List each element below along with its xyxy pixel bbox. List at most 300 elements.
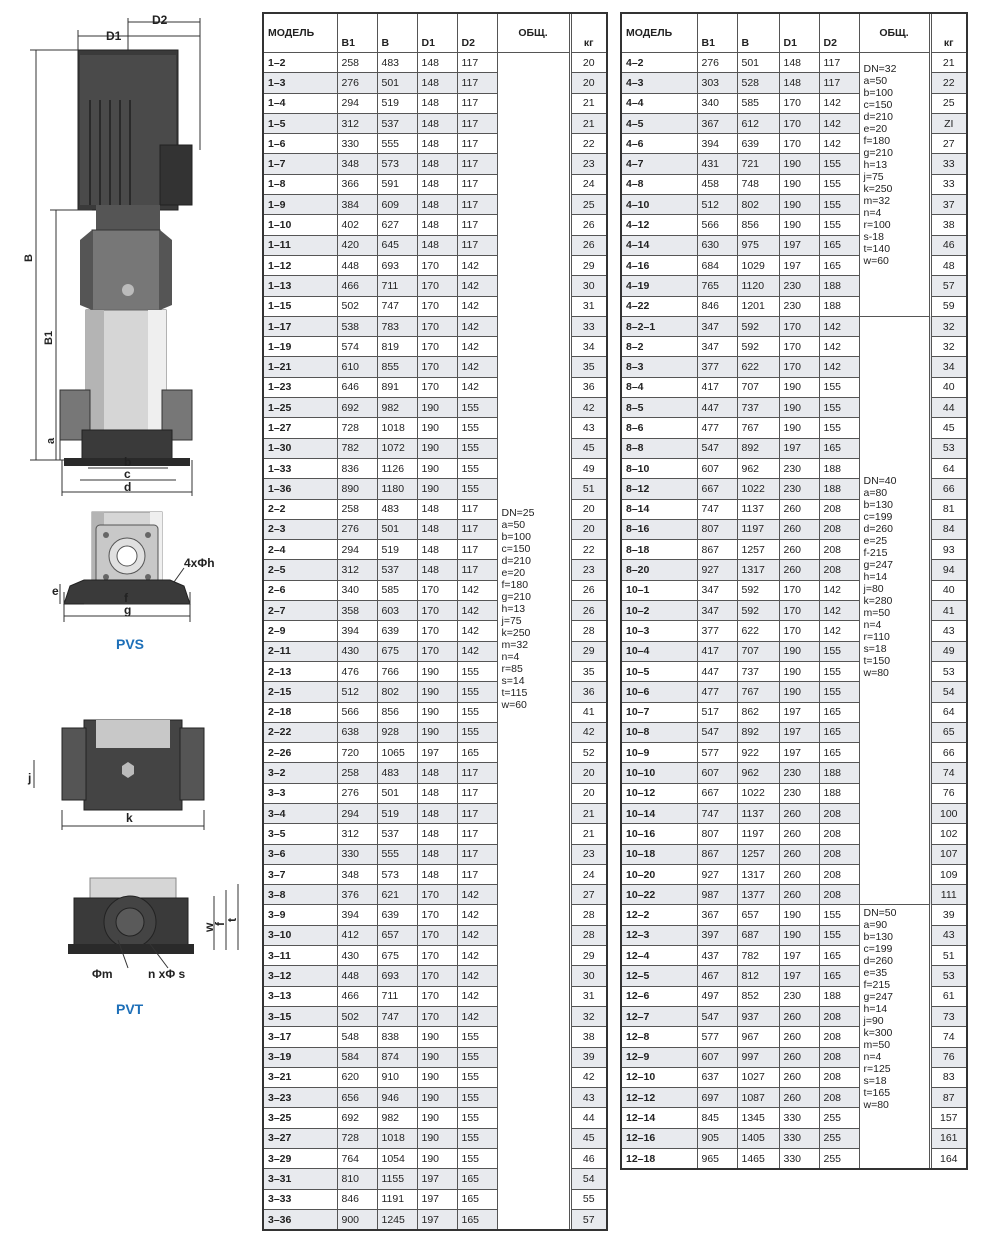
cell-b1: 807 bbox=[697, 824, 737, 844]
cell-d2: 155 bbox=[457, 661, 497, 681]
cell-kg: 107 bbox=[931, 844, 967, 864]
table-row bbox=[621, 316, 967, 336]
cell-b: 1155 bbox=[377, 1169, 417, 1189]
label-b-small: b bbox=[124, 455, 132, 469]
cell-b: 819 bbox=[377, 337, 417, 357]
cell-kg: 84 bbox=[931, 519, 967, 539]
cell-d1: 148 bbox=[779, 73, 819, 93]
cell-b1: 466 bbox=[337, 276, 377, 296]
cell-b1: 276 bbox=[697, 53, 737, 73]
note-line: n=4 bbox=[863, 618, 882, 631]
note-line: d=210 bbox=[501, 555, 531, 567]
cell-b: 747 bbox=[377, 296, 417, 316]
cell-b1: 276 bbox=[337, 783, 377, 803]
cell-model: 1–19 bbox=[263, 337, 337, 357]
cell-d2: 117 bbox=[457, 499, 497, 519]
header-d2: D2 bbox=[457, 33, 497, 53]
cell-d1: 190 bbox=[779, 641, 819, 661]
cell-kg: 20 bbox=[571, 519, 607, 539]
cell-b1: 417 bbox=[697, 377, 737, 397]
cell-b: 1197 bbox=[737, 824, 779, 844]
cell-d2: 142 bbox=[457, 276, 497, 296]
cell-b: 1018 bbox=[377, 1128, 417, 1148]
cell-d2: 142 bbox=[819, 337, 859, 357]
cell-b: 892 bbox=[737, 438, 779, 458]
cell-b: 937 bbox=[737, 1006, 779, 1026]
cell-model: 10–18 bbox=[621, 844, 697, 864]
cell-b: 707 bbox=[737, 641, 779, 661]
cell-d2: 155 bbox=[457, 1108, 497, 1128]
cell-b: 1029 bbox=[737, 255, 779, 275]
cell-b1: 584 bbox=[337, 1047, 377, 1067]
cell-model: 4–10 bbox=[621, 195, 697, 215]
cell-kg: 23 bbox=[571, 154, 607, 174]
cell-b: 707 bbox=[737, 377, 779, 397]
cell-b: 946 bbox=[377, 1088, 417, 1108]
cell-b1: 607 bbox=[697, 1047, 737, 1067]
cell-b1: 303 bbox=[697, 73, 737, 93]
label-f-pvt: f bbox=[213, 922, 227, 926]
cell-d1: 170 bbox=[417, 986, 457, 1006]
cell-d1: 170 bbox=[417, 296, 457, 316]
note-line: g=210 bbox=[501, 591, 531, 603]
cell-model: 8–20 bbox=[621, 560, 697, 580]
cell-d1: 170 bbox=[779, 134, 819, 154]
note-line: w=60 bbox=[501, 699, 527, 711]
label-j: j bbox=[28, 771, 32, 785]
cell-kg: 38 bbox=[571, 1027, 607, 1047]
label-phi-m: Φm bbox=[92, 967, 113, 981]
header-b1-right: B1 bbox=[697, 33, 737, 53]
cell-b1: 276 bbox=[337, 73, 377, 93]
cell-kg: 57 bbox=[571, 1209, 607, 1230]
cell-kg: 40 bbox=[931, 377, 967, 397]
cell-kg: 23 bbox=[571, 844, 607, 864]
label-f: f bbox=[124, 591, 128, 605]
cell-kg: 34 bbox=[571, 337, 607, 357]
cell-d2: 142 bbox=[457, 255, 497, 275]
cell-b: 767 bbox=[737, 418, 779, 438]
note-line: s=18 bbox=[863, 642, 887, 655]
cell-d2: 142 bbox=[457, 905, 497, 925]
cell-b1: 312 bbox=[337, 113, 377, 133]
cell-d1: 190 bbox=[417, 682, 457, 702]
cell-kg: 44 bbox=[931, 398, 967, 418]
cell-kg: 109 bbox=[931, 864, 967, 884]
cell-d1: 170 bbox=[417, 377, 457, 397]
cell-b: 975 bbox=[737, 235, 779, 255]
cell-model: 12–9 bbox=[621, 1047, 697, 1067]
cell-d2: 117 bbox=[457, 560, 497, 580]
header-model-right: МОДЕЛЬ bbox=[621, 13, 697, 53]
cell-d1: 197 bbox=[779, 966, 819, 986]
cell-b: 585 bbox=[737, 93, 779, 113]
cell-d2: 165 bbox=[819, 966, 859, 986]
cell-d1: 190 bbox=[779, 215, 819, 235]
cell-b: 782 bbox=[737, 946, 779, 966]
cell-d2: 165 bbox=[819, 946, 859, 966]
cell-model: 2–13 bbox=[263, 661, 337, 681]
cell-d2: 155 bbox=[457, 682, 497, 702]
cell-model: 10–6 bbox=[621, 682, 697, 702]
note-line: b=100 bbox=[501, 531, 531, 543]
pvs-label: PVS bbox=[116, 636, 145, 652]
cell-b1: 747 bbox=[697, 499, 737, 519]
cell-b1: 448 bbox=[337, 966, 377, 986]
cell-d1: 197 bbox=[417, 1169, 457, 1189]
cell-model: 4–4 bbox=[621, 93, 697, 113]
cell-b: 627 bbox=[377, 215, 417, 235]
cell-b1: 810 bbox=[337, 1169, 377, 1189]
cell-d2: 117 bbox=[457, 73, 497, 93]
cell-d1: 260 bbox=[779, 1067, 819, 1087]
cell-kg: 57 bbox=[931, 276, 967, 296]
cell-kg: 23 bbox=[571, 560, 607, 580]
cell-b1: 577 bbox=[697, 743, 737, 763]
note-line: m=50 bbox=[863, 606, 891, 619]
cell-b1: 347 bbox=[697, 316, 737, 336]
header-general: ОБЩ. bbox=[497, 13, 569, 53]
cell-d2: 188 bbox=[819, 986, 859, 1006]
cell-kg: 22 bbox=[931, 73, 967, 93]
cell-d1: 197 bbox=[779, 438, 819, 458]
cell-model: 12–16 bbox=[621, 1128, 697, 1148]
cell-b: 1191 bbox=[377, 1189, 417, 1209]
cell-kg: 52 bbox=[571, 743, 607, 763]
cell-b1: 692 bbox=[337, 1108, 377, 1128]
cell-b1: 497 bbox=[697, 986, 737, 1006]
general-notes bbox=[497, 53, 569, 1231]
cell-model: 1–6 bbox=[263, 134, 337, 154]
note-line: h=14 bbox=[863, 570, 888, 583]
cell-model: 10–3 bbox=[621, 621, 697, 641]
cell-b: 1018 bbox=[377, 418, 417, 438]
left-spec-table bbox=[262, 12, 608, 1231]
cell-model: 4–8 bbox=[621, 174, 697, 194]
cell-d2: 255 bbox=[819, 1149, 859, 1170]
cell-d1: 260 bbox=[779, 540, 819, 560]
cell-d1: 148 bbox=[417, 560, 457, 580]
cell-d2: 188 bbox=[819, 763, 859, 783]
cell-kg: 22 bbox=[571, 540, 607, 560]
cell-b1: 517 bbox=[697, 702, 737, 722]
header-d2-right: D2 bbox=[819, 33, 859, 53]
note-line: r=100 bbox=[863, 219, 891, 231]
cell-b: 1317 bbox=[737, 560, 779, 580]
cell-model: 8–16 bbox=[621, 519, 697, 539]
cell-d2: 155 bbox=[819, 215, 859, 235]
label-holes-h: 4xΦh bbox=[184, 556, 215, 570]
cell-d1: 190 bbox=[417, 398, 457, 418]
cell-b: 1405 bbox=[737, 1128, 779, 1148]
cell-b1: 477 bbox=[697, 418, 737, 438]
cell-kg: 21 bbox=[571, 824, 607, 844]
cell-d2: 155 bbox=[819, 174, 859, 194]
cell-model: 1–27 bbox=[263, 418, 337, 438]
cell-d1: 190 bbox=[417, 1149, 457, 1169]
cell-b1: 607 bbox=[697, 458, 737, 478]
cell-b1: 638 bbox=[337, 722, 377, 742]
label-a: a bbox=[45, 437, 57, 444]
cell-model: 12–18 bbox=[621, 1149, 697, 1170]
cell-d2: 188 bbox=[819, 458, 859, 478]
cell-d2: 255 bbox=[819, 1108, 859, 1128]
cell-d2: 155 bbox=[457, 1149, 497, 1169]
cell-kg: 31 bbox=[571, 986, 607, 1006]
cell-model: 2–9 bbox=[263, 621, 337, 641]
cell-b: 573 bbox=[377, 154, 417, 174]
cell-d2: 155 bbox=[819, 195, 859, 215]
cell-d1: 197 bbox=[779, 743, 819, 763]
cell-model: 1–4 bbox=[263, 93, 337, 113]
cell-kg: 24 bbox=[571, 864, 607, 884]
cell-d2: 117 bbox=[457, 783, 497, 803]
cell-model: 1–8 bbox=[263, 174, 337, 194]
cell-d1: 230 bbox=[779, 276, 819, 296]
cell-b: 483 bbox=[377, 763, 417, 783]
note-line: a=50 bbox=[863, 75, 888, 87]
cell-d2: 117 bbox=[457, 215, 497, 235]
cell-b1: 348 bbox=[337, 864, 377, 884]
cell-d2: 155 bbox=[457, 1047, 497, 1067]
cell-b: 767 bbox=[737, 682, 779, 702]
cell-d2: 165 bbox=[819, 235, 859, 255]
note-line: c=199 bbox=[863, 510, 893, 523]
cell-d1: 230 bbox=[779, 986, 819, 1006]
cell-kg: 42 bbox=[571, 398, 607, 418]
cell-d1: 148 bbox=[417, 235, 457, 255]
cell-d2: 155 bbox=[457, 1128, 497, 1148]
cell-d2: 155 bbox=[819, 661, 859, 681]
cell-b1: 358 bbox=[337, 601, 377, 621]
cell-model: 3–13 bbox=[263, 986, 337, 1006]
general-notes bbox=[859, 53, 929, 317]
cell-kg: 55 bbox=[571, 1189, 607, 1209]
cell-kg: 29 bbox=[571, 255, 607, 275]
cell-b1: 728 bbox=[337, 1128, 377, 1148]
cell-d2: 117 bbox=[457, 235, 497, 255]
cell-kg: 65 bbox=[931, 722, 967, 742]
cell-model: 1–9 bbox=[263, 195, 337, 215]
cell-b: 737 bbox=[737, 661, 779, 681]
cell-b1: 807 bbox=[697, 519, 737, 539]
cell-d2: 155 bbox=[819, 154, 859, 174]
table-row bbox=[263, 53, 607, 73]
cell-b1: 684 bbox=[697, 255, 737, 275]
cell-kg: 73 bbox=[931, 1006, 967, 1026]
cell-b: 737 bbox=[737, 398, 779, 418]
cell-model: 12–7 bbox=[621, 1006, 697, 1026]
cell-model: 8–12 bbox=[621, 479, 697, 499]
cell-b1: 430 bbox=[337, 641, 377, 661]
cell-model: 4–19 bbox=[621, 276, 697, 296]
cell-b: 910 bbox=[377, 1067, 417, 1087]
cell-b: 1120 bbox=[737, 276, 779, 296]
cell-d2: 117 bbox=[457, 93, 497, 113]
cell-d1: 190 bbox=[417, 1108, 457, 1128]
cell-d1: 260 bbox=[779, 864, 819, 884]
cell-b: 501 bbox=[377, 73, 417, 93]
note-line: e=20 bbox=[863, 123, 888, 135]
cell-b: 675 bbox=[377, 641, 417, 661]
cell-kg: 43 bbox=[931, 925, 967, 945]
cell-b: 519 bbox=[377, 803, 417, 823]
cell-b: 1027 bbox=[737, 1067, 779, 1087]
cell-d2: 155 bbox=[457, 1067, 497, 1087]
cell-model: 2–5 bbox=[263, 560, 337, 580]
cell-d2: 208 bbox=[819, 499, 859, 519]
cell-b: 609 bbox=[377, 195, 417, 215]
table-row bbox=[621, 53, 967, 73]
note-line: n=4 bbox=[863, 1051, 882, 1064]
cell-d1: 260 bbox=[779, 1027, 819, 1047]
cell-d1: 148 bbox=[417, 844, 457, 864]
cell-kg: 61 bbox=[931, 986, 967, 1006]
cell-kg: 161 bbox=[931, 1128, 967, 1148]
cell-d1: 190 bbox=[417, 1047, 457, 1067]
cell-b1: 294 bbox=[337, 93, 377, 113]
cell-b: 537 bbox=[377, 560, 417, 580]
cell-kg: ZI bbox=[931, 113, 967, 133]
note-line: s=14 bbox=[501, 675, 525, 687]
label-d1: D1 bbox=[106, 29, 122, 43]
cell-model: 2–3 bbox=[263, 519, 337, 539]
cell-d2: 208 bbox=[819, 519, 859, 539]
cell-model: 1–2 bbox=[263, 53, 337, 73]
cell-d2: 117 bbox=[457, 174, 497, 194]
cell-d1: 230 bbox=[779, 479, 819, 499]
cell-d1: 148 bbox=[417, 195, 457, 215]
cell-kg: 34 bbox=[931, 357, 967, 377]
cell-d1: 148 bbox=[417, 154, 457, 174]
cell-d1: 190 bbox=[779, 925, 819, 945]
cell-d2: 117 bbox=[457, 154, 497, 174]
cell-b: 639 bbox=[737, 134, 779, 154]
note-line: s=18 bbox=[863, 1075, 887, 1088]
cell-model: 12–4 bbox=[621, 946, 697, 966]
cell-b1: 728 bbox=[337, 418, 377, 438]
cell-b: 1201 bbox=[737, 296, 779, 316]
cell-b: 1377 bbox=[737, 885, 779, 905]
cell-model: 2–11 bbox=[263, 641, 337, 661]
cell-b: 622 bbox=[737, 357, 779, 377]
cell-kg: 94 bbox=[931, 560, 967, 580]
cell-model: 12–3 bbox=[621, 925, 697, 945]
cell-d2: 142 bbox=[457, 377, 497, 397]
cell-kg: 33 bbox=[931, 174, 967, 194]
cell-b1: 417 bbox=[697, 641, 737, 661]
cell-d1: 190 bbox=[417, 702, 457, 722]
cell-d1: 170 bbox=[417, 316, 457, 336]
cell-d2: 165 bbox=[457, 1189, 497, 1209]
cell-d2: 165 bbox=[819, 743, 859, 763]
cell-model: 1–17 bbox=[263, 316, 337, 336]
cell-d2: 155 bbox=[457, 418, 497, 438]
cell-d1: 148 bbox=[417, 499, 457, 519]
cell-kg: 45 bbox=[931, 418, 967, 438]
note-line: k=250 bbox=[501, 627, 531, 639]
cell-model: 10–7 bbox=[621, 702, 697, 722]
cell-b1: 566 bbox=[337, 702, 377, 722]
cell-b1: 620 bbox=[337, 1067, 377, 1087]
cell-model: 3–17 bbox=[263, 1027, 337, 1047]
cell-d2: 208 bbox=[819, 1067, 859, 1087]
cell-d1: 170 bbox=[417, 601, 457, 621]
cell-kg: 26 bbox=[571, 580, 607, 600]
cell-b: 997 bbox=[737, 1047, 779, 1067]
cell-d1: 197 bbox=[417, 1209, 457, 1230]
note-line: e=20 bbox=[501, 567, 526, 579]
cell-b1: 437 bbox=[697, 946, 737, 966]
cell-d1: 260 bbox=[779, 1006, 819, 1026]
right-spec-table bbox=[620, 12, 968, 1170]
cell-d1: 170 bbox=[417, 966, 457, 986]
cell-kg: 164 bbox=[931, 1149, 967, 1170]
cell-kg: 66 bbox=[931, 743, 967, 763]
cell-model: 8–4 bbox=[621, 377, 697, 397]
cell-d2: 208 bbox=[819, 1047, 859, 1067]
cell-d1: 170 bbox=[779, 316, 819, 336]
cell-b1: 574 bbox=[337, 337, 377, 357]
note-line: DN=32 bbox=[863, 63, 897, 75]
cell-b1: 447 bbox=[697, 661, 737, 681]
cell-d2: 188 bbox=[819, 479, 859, 499]
cell-b1: 867 bbox=[697, 844, 737, 864]
cell-model: 3–7 bbox=[263, 864, 337, 884]
cell-kg: 45 bbox=[571, 1128, 607, 1148]
cell-d1: 190 bbox=[417, 1067, 457, 1087]
cell-d1: 190 bbox=[779, 195, 819, 215]
cell-d1: 148 bbox=[417, 73, 457, 93]
cell-kg: 46 bbox=[571, 1149, 607, 1169]
cell-model: 10–9 bbox=[621, 743, 697, 763]
cell-model: 10–1 bbox=[621, 580, 697, 600]
cell-d2: 142 bbox=[819, 316, 859, 336]
cell-kg: 31 bbox=[571, 296, 607, 316]
cell-d1: 260 bbox=[779, 824, 819, 844]
note-line: t=150 bbox=[863, 654, 891, 667]
cell-d1: 170 bbox=[779, 113, 819, 133]
cell-b1: 607 bbox=[697, 763, 737, 783]
cell-model: 2–22 bbox=[263, 722, 337, 742]
cell-model: 12–5 bbox=[621, 966, 697, 986]
cell-model: 1–3 bbox=[263, 73, 337, 93]
note-line: d=260 bbox=[863, 522, 893, 535]
cell-d2: 188 bbox=[819, 276, 859, 296]
cell-model: 4–14 bbox=[621, 235, 697, 255]
cell-b: 501 bbox=[737, 53, 779, 73]
note-line: t=115 bbox=[501, 687, 528, 699]
cell-b1: 577 bbox=[697, 1027, 737, 1047]
cell-b: 592 bbox=[737, 601, 779, 621]
cell-b: 856 bbox=[377, 702, 417, 722]
cell-d1: 330 bbox=[779, 1149, 819, 1170]
cell-d2: 142 bbox=[457, 885, 497, 905]
cell-d2: 117 bbox=[457, 195, 497, 215]
cell-b1: 348 bbox=[337, 154, 377, 174]
cell-d2: 142 bbox=[819, 93, 859, 113]
cell-b1: 846 bbox=[337, 1189, 377, 1209]
cell-kg: 87 bbox=[931, 1088, 967, 1108]
cell-d1: 170 bbox=[779, 357, 819, 377]
cell-kg: 49 bbox=[931, 641, 967, 661]
cell-b1: 394 bbox=[337, 621, 377, 641]
drawings-panel bbox=[0, 0, 256, 1250]
cell-model: 1–15 bbox=[263, 296, 337, 316]
cell-d1: 260 bbox=[779, 519, 819, 539]
cell-b1: 420 bbox=[337, 235, 377, 255]
cell-d2: 142 bbox=[819, 580, 859, 600]
